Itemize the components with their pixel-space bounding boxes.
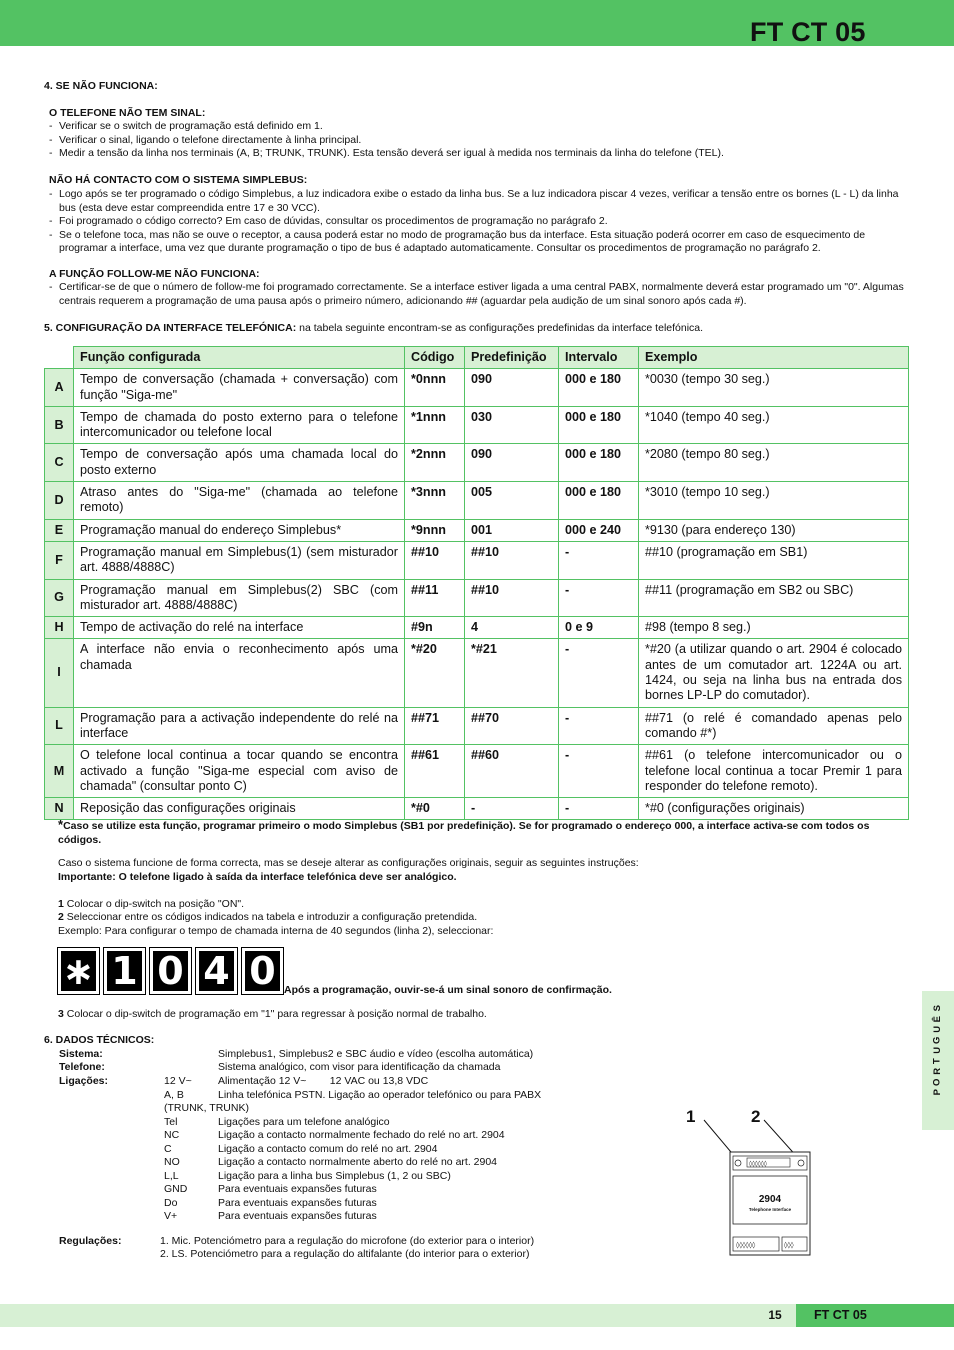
no-signal-list xyxy=(44,120,914,161)
row-letter: D xyxy=(45,482,74,520)
top-screws-glyphs: ◊◊◊◊◊◊ xyxy=(749,1160,767,1168)
range-cell: - xyxy=(559,541,639,579)
function-cell: Tempo de activação do relé na interface xyxy=(74,617,405,639)
bottom-screws-left: ◊◊◊◊◊◊ xyxy=(736,1241,756,1249)
example-cell: *#0 (configurações originais) xyxy=(639,798,909,820)
bottom-screws-right: ◊◊◊ xyxy=(784,1241,794,1249)
function-cell: Programação para a activação independente do relé na interface xyxy=(74,707,405,745)
default-cell: *#21 xyxy=(465,639,559,707)
connection-terminal: NO xyxy=(164,1156,180,1168)
instructions-text: Caso o sistema funcione de forma correcta, mas se deseje alterar as configurações originais, seguir as seguintes instruções: xyxy=(58,857,639,869)
default-cell: ##60 xyxy=(465,745,559,798)
range-cell: 000 e 180 xyxy=(559,444,639,482)
callout-2: 2 xyxy=(751,1107,761,1126)
default-cell: - xyxy=(465,798,559,820)
follow-me-list xyxy=(44,281,914,308)
example-cell: *0030 (tempo 30 seg.) xyxy=(639,369,909,407)
connection-terminal: GND xyxy=(164,1183,188,1195)
table-row xyxy=(45,798,909,820)
no-signal-heading: O TELEFONE NÃO TEM SINAL: xyxy=(49,107,206,119)
telefone-label: Telefone: xyxy=(59,1061,105,1073)
step-text: Colocar o dip-switch na posição "ON". xyxy=(66,898,245,910)
connection-description: Para eventuais expansões futuras xyxy=(218,1183,377,1195)
important-note: Importante: O telefone ligado à saída da interface telefónica deve ser analógico. xyxy=(58,871,457,883)
default-cell: 4 xyxy=(465,617,559,639)
step-number: 3 xyxy=(58,1008,64,1020)
digit-key: 0 xyxy=(242,948,283,994)
list-item: - Medir a tensão da linha nos terminais (A, B; TRUNK, TRUNK). Esta tensão deverá ser igual à medida nos terminais da linha do telefone (TEL). xyxy=(44,147,914,161)
list-item: - Se o telefone toca, mas não se ouve o receptor, a causa poderá estar no modo de programação bus da interface. Esta situação poderá ocorrer em caso de esquecimento de programar a interface, uma vez que durante programação o tipo de bus é adaptado automaticamente. Consultar os procedimentos de programação no parágrafo 2. xyxy=(44,229,914,256)
row-letter: C xyxy=(45,444,74,482)
range-cell: - xyxy=(559,639,639,707)
section-5-intro xyxy=(44,322,914,336)
table-row xyxy=(45,444,909,482)
connection-description: Para eventuais expansões futuras xyxy=(218,1210,377,1222)
code-cell: ##10 xyxy=(405,541,465,579)
connection-description: Ligação a contacto normalmente fechado do relé no art. 2904 xyxy=(218,1129,505,1141)
step-2 xyxy=(58,911,928,925)
function-cell: A interface não envia o reconhecimento após uma chamada xyxy=(74,639,405,707)
device-diagram xyxy=(680,1100,820,1260)
code-cell: ##11 xyxy=(405,579,465,617)
connection-description: Ligação para a linha bus Simplebus (1, 2 ou SBC) xyxy=(218,1169,451,1182)
code-cell: *#0 xyxy=(405,798,465,820)
list-item: - Verificar o sinal, ligando o telefone directamente à linha principal. xyxy=(44,134,914,148)
device-model: 2904 xyxy=(758,1194,782,1205)
digit-key: 0 xyxy=(150,948,191,994)
row-letter: I xyxy=(45,639,74,707)
keypad-sequence xyxy=(58,948,283,994)
section-6-heading: 6. DADOS TÉCNICOS: xyxy=(44,1034,155,1046)
function-cell: Programação manual em Simplebus(2) SBC (com misturador art. 4888/4888C) xyxy=(74,579,405,617)
row-letter: F xyxy=(45,541,74,579)
connection-description: Ligações para um telefone analógico xyxy=(218,1115,390,1128)
footnote-star: * xyxy=(58,817,64,832)
connection-terminal: 12 V~ xyxy=(164,1075,192,1087)
connection-description: Alimentação 12 V~ 12 VAC ou 13,8 VDC xyxy=(218,1075,429,1087)
example-cell: *1040 (tempo 40 seg.) xyxy=(639,406,909,444)
default-cell: ##10 xyxy=(465,579,559,617)
function-cell: O telefone local continua a tocar quando se encontra activado a função "Siga-me especial com aviso de chamada" (consultar ponto C) xyxy=(74,745,405,798)
row-letter: G xyxy=(45,579,74,617)
default-cell: 005 xyxy=(465,482,559,520)
footnote-text: Caso se utilize esta função, programar primeiro o modo Simplebus (SB1 por predefinição). Se for programado o endereço 000, a interface activa-se com todos os códigos. xyxy=(58,820,870,846)
example-cell: ##11 (programação em SB2 ou SBC) xyxy=(639,579,909,617)
example-cell: *9130 (para endereço 130) xyxy=(639,519,909,541)
example-cell: *#20 (a utilizar quando o art. 2904 é colocado antes de um comutador art. 1224A ou art. 1424, ou seja na linha bus na entrada dos bornes LP-LP do comutador). xyxy=(639,639,909,707)
range-cell: - xyxy=(559,798,639,820)
connection-terminal: Tel xyxy=(164,1115,178,1128)
step-text: Seleccionar entre os códigos indicados na tabela e introduzir a configuração pretendida. xyxy=(66,911,478,923)
digit-key: 1 xyxy=(104,948,145,994)
callout-1: 1 xyxy=(686,1107,696,1126)
configuration-table xyxy=(44,346,909,820)
connection-terminal: V+ xyxy=(164,1210,178,1222)
table-row xyxy=(45,541,909,579)
example-cell: ##61 (o telefone intercomunicador ou o telefone local continua a tocar Premir 1 para responder do telefone remoto). xyxy=(639,745,909,798)
default-cell: 030 xyxy=(465,406,559,444)
column-header: Exemplo xyxy=(639,347,909,369)
footer-document-code: FT CT 05 xyxy=(796,1304,954,1327)
document-code-title: FT CT 05 xyxy=(750,17,866,47)
range-cell: - xyxy=(559,579,639,617)
code-cell: #9n xyxy=(405,617,465,639)
connection-terminal: Do xyxy=(164,1196,178,1209)
row-letter: E xyxy=(45,519,74,541)
function-cell: Atraso antes do "Siga-me" (chamada ao telefone remoto) xyxy=(74,482,405,520)
follow-me-heading: A FUNÇÃO FOLLOW-ME NÃO FUNCIONA: xyxy=(49,268,260,280)
code-cell: *0nnn xyxy=(405,369,465,407)
connection-terminal: C xyxy=(164,1142,172,1155)
function-cell: Programação manual em Simplebus(1) (sem misturador art. 4888/4888C) xyxy=(74,541,405,579)
section-5-heading: 5. CONFIGURAÇÃO DA INTERFACE TELEFÓNICA: xyxy=(44,322,297,334)
row-letter: H xyxy=(45,617,74,639)
function-cell: Programação manual do endereço Simplebus* xyxy=(74,519,405,541)
row-letter: N xyxy=(45,798,74,820)
connection-description: Ligação a contacto comum do relé no art. 2904 xyxy=(218,1142,438,1155)
list-item: - Certificar-se de que o número de follow-me foi programado correctamente. Se a interface estiver ligada a uma central PABX, normalmente deverá estar programado um "0". Algumas centrais requerem a programação de uma pausa após o primeiro número, adicionando ## (aguardar pela audição de um sinal sonoro após cada #). xyxy=(44,281,914,308)
range-cell: 000 e 180 xyxy=(559,482,639,520)
code-cell: *#20 xyxy=(405,639,465,707)
no-contact-heading: NÃO HÁ CONTACTO COM O SISTEMA SIMPLEBUS: xyxy=(49,174,308,186)
column-header: Predefinição xyxy=(465,347,559,369)
regulation-item: 2. LS. Potenciómetro para a regulação do altifalante (do interior para o exterior) xyxy=(160,1248,530,1260)
range-cell: 000 e 180 xyxy=(559,406,639,444)
default-cell: 090 xyxy=(465,444,559,482)
range-cell: - xyxy=(559,745,639,798)
table-row xyxy=(45,617,909,639)
example-cell: #98 (tempo 8 seg.) xyxy=(639,617,909,639)
table-row xyxy=(45,482,909,520)
section-4-heading: 4. SE NÃO FUNCIONA: xyxy=(44,80,158,92)
function-cell: Tempo de conversação após uma chamada local do posto externo xyxy=(74,444,405,482)
table-row xyxy=(45,639,909,707)
range-cell: 0 e 9 xyxy=(559,617,639,639)
list-item: - Verificar se o switch de programação está definido em 1. xyxy=(44,120,914,134)
row-letter: A xyxy=(45,369,74,407)
connection-description: Ligação a contacto normalmente aberto do relé no art. 2904 xyxy=(218,1156,498,1168)
connection-terminal: L,L xyxy=(164,1169,179,1182)
table-corner xyxy=(45,347,74,369)
connection-terminal: NC xyxy=(164,1129,180,1141)
table-row xyxy=(45,519,909,541)
range-cell: 000 e 180 xyxy=(559,369,639,407)
column-header: Código xyxy=(405,347,465,369)
regulation-item: 1. Mic. Potenciómetro para a regulação do microfone (do exterior para o interior) xyxy=(160,1235,535,1247)
table-row xyxy=(45,745,909,798)
page-number: 15 xyxy=(768,1308,782,1322)
table-row xyxy=(45,579,909,617)
table-header-row xyxy=(45,347,909,369)
list-item: - Logo após se ter programado o código Simplebus, a luz indicadora exibe o estado da linha bus. Se a luz indicadora piscar 4 vezes, verificar a tensão entre os bornes (L - L) da linha bus (esta deve estar compreendida entre 17 e 30 VCC). xyxy=(44,188,914,215)
default-cell: 001 xyxy=(465,519,559,541)
sistema-label: Sistema: xyxy=(59,1048,103,1060)
row-letter: M xyxy=(45,745,74,798)
language-tab-label: P O R T U G U Ê S xyxy=(931,1005,943,1096)
section-5-text: na tabela seguinte encontram-se as configurações predefinidas da interface telefónica. xyxy=(299,322,704,334)
step-number: 2 xyxy=(58,911,64,923)
digit-key: 4 xyxy=(196,948,237,994)
step-3 xyxy=(58,1008,928,1022)
column-header: Intervalo xyxy=(559,347,639,369)
range-cell: - xyxy=(559,707,639,745)
footnote xyxy=(58,818,903,847)
code-cell: *2nnn xyxy=(405,444,465,482)
example-cell: ##10 (programação em SB1) xyxy=(639,541,909,579)
default-cell: ##10 xyxy=(465,541,559,579)
table-row xyxy=(45,369,909,407)
potentiometer-2-icon xyxy=(798,1160,804,1166)
connection-description: Linha telefónica PSTN. Ligação ao operador telefónico ou para PABX xyxy=(218,1088,542,1101)
connection-description: Para eventuais expansões futuras xyxy=(218,1196,377,1209)
code-cell: *9nnn xyxy=(405,519,465,541)
table-body xyxy=(45,369,909,820)
example-cell: *3010 (tempo 10 seg.) xyxy=(639,482,909,520)
telefone-value: Sistema analógico, com visor para identificação da chamada xyxy=(218,1061,501,1073)
language-tab xyxy=(922,991,954,1130)
default-cell: ##70 xyxy=(465,707,559,745)
step-text: Colocar o dip-switch de programação em "1" para regressar à posição normal de trabalho. xyxy=(66,1008,487,1020)
example-text: Exemplo: Para configurar o tempo de chamada interna de 40 segundos (linha 2), seleccionar: xyxy=(58,925,494,937)
regulacoes-label: Regulações: xyxy=(59,1235,122,1247)
code-cell: ##61 xyxy=(405,745,465,798)
table-row xyxy=(45,406,909,444)
row-letter: B xyxy=(45,406,74,444)
function-cell: Tempo de chamada do posto externo para o telefone intercomunicador ou telefone local xyxy=(74,406,405,444)
ligacoes-label: Ligações: xyxy=(59,1075,109,1087)
table-row xyxy=(45,707,909,745)
step-number: 1 xyxy=(58,898,64,910)
list-item: - Foi programado o código correcto? Em caso de dúvidas, consultar os procedimentos de programação no parágrafo 2. xyxy=(44,215,914,229)
function-cell: Reposição das configurações originais xyxy=(74,798,405,820)
code-cell: *3nnn xyxy=(405,482,465,520)
star-key: ∗ xyxy=(58,948,99,994)
device-subtitle: Telephone Interface xyxy=(748,1207,792,1212)
default-cell: 090 xyxy=(465,369,559,407)
column-header: Função configurada xyxy=(74,347,405,369)
sistema-value: Simplebus1, Simplebus2 e SBC áudio e vídeo (escolha automática) xyxy=(218,1048,534,1060)
confirmation-text: Após a programação, ouvir-se-á um sinal sonoro de confirmação. xyxy=(284,984,612,996)
example-cell: *2080 (tempo 80 seg.) xyxy=(639,444,909,482)
range-cell: 000 e 240 xyxy=(559,519,639,541)
function-cell: Tempo de conversação (chamada + conversação) com função "Siga-me" xyxy=(74,369,405,407)
example-cell: ##71 (o relé é comandado apenas pelo comando #*) xyxy=(639,707,909,745)
row-letter: L xyxy=(45,707,74,745)
connection-terminal: (TRUNK, TRUNK) xyxy=(164,1102,249,1114)
step-1 xyxy=(58,898,928,912)
code-cell: ##71 xyxy=(405,707,465,745)
connection-terminal: A, B xyxy=(164,1088,184,1101)
no-contact-list xyxy=(44,188,914,256)
code-cell: *1nnn xyxy=(405,406,465,444)
potentiometer-1-icon xyxy=(735,1160,741,1166)
